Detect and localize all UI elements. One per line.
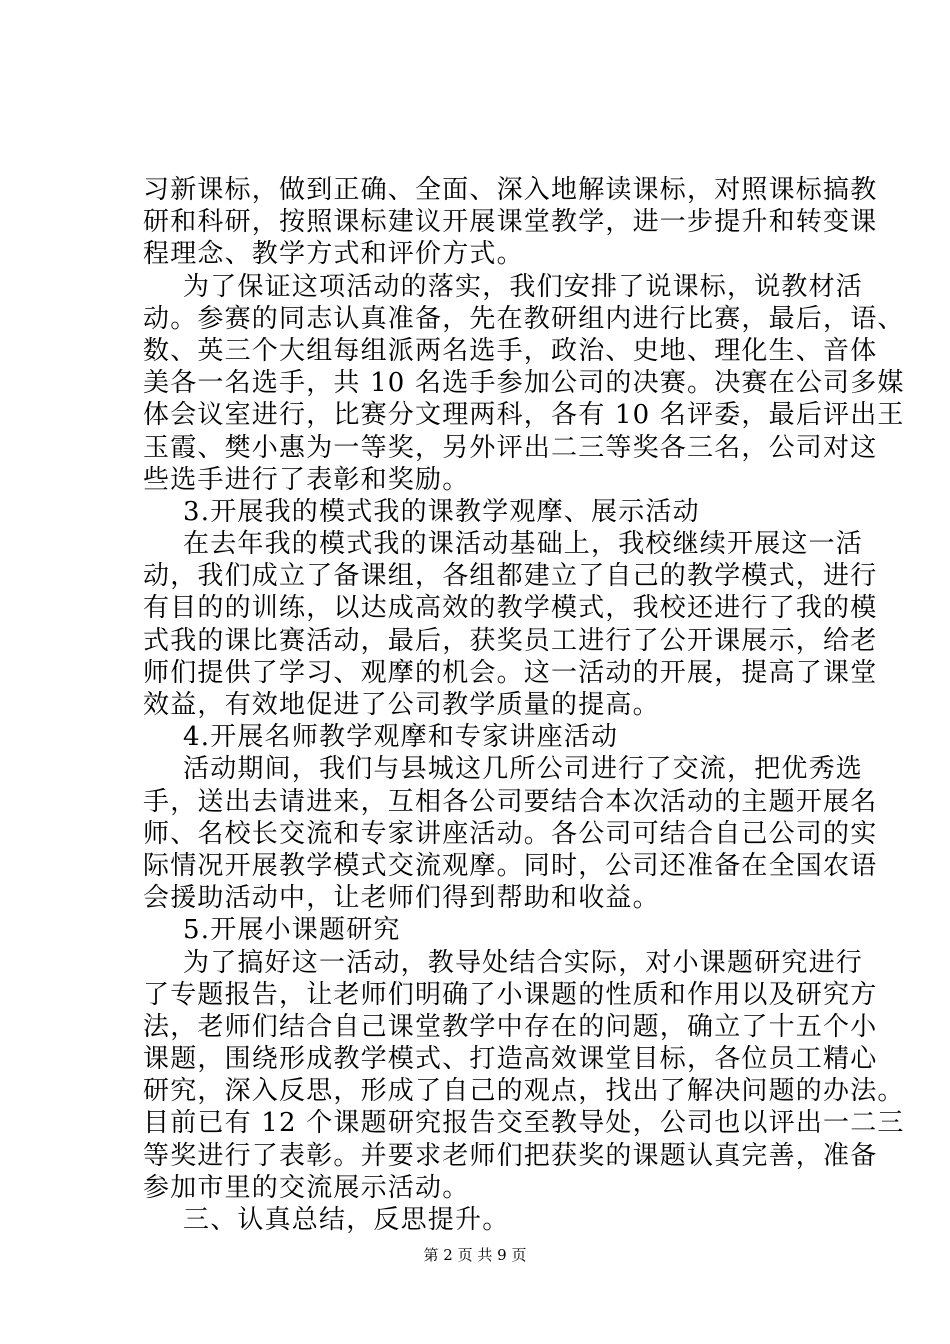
- text-line: 为了保证这项活动的落实，我们安排了说课标，说教材活: [183, 271, 864, 302]
- text-line: 玉霞、樊小惠为一等奖，另外评出二三等奖各三名，公司对这: [143, 432, 878, 463]
- text-line: 动，我们成立了备课组，各组都建立了自己的教学模式，进行: [143, 561, 878, 592]
- text-line: 在去年我的模式我的课活动基础上，我校继续开展这一活: [183, 529, 864, 560]
- text-line: 目前已有 12 个课题研究报告交至教导处，公司也以评出一二三: [143, 1108, 905, 1139]
- text-line: 三、认真总结，反思提升。: [183, 1205, 510, 1235]
- text-line: 体会议室进行，比赛分文理两科，各有 10 名评委，最后评出王: [143, 400, 905, 431]
- text-line: 效益，有效地促进了公司教学质量的提高。: [143, 690, 660, 720]
- document-body: [143, 174, 905, 1236]
- text-line: 为了搞好这一活动，教导处结合实际，对小课题研究进行: [183, 947, 864, 978]
- text-line: 些选手进行了表彰和奖励。: [143, 464, 470, 495]
- text-line: 活动期间，我们与县城这几所公司进行了交流，把优秀选: [183, 754, 864, 785]
- text-line: 研和科研，按照课标建议开展课堂教学，进一步提升和转变课: [143, 207, 878, 238]
- text-line: 式我的课比赛活动，最后，获奖员工进行了公开课展示，给老: [143, 625, 878, 656]
- text-line: 手，送出去请进来，互相各公司要结合本次活动的主题开展名: [143, 786, 878, 817]
- text-line: 了专题报告，让老师们明确了小课题的性质和作用以及研究方: [143, 979, 878, 1010]
- text-line: 程理念、教学方式和评价方式。: [143, 239, 524, 270]
- text-line: 师们提供了学习、观摩的机会。这一活动的开展，提高了课堂: [143, 657, 878, 688]
- page-footer: 第 2 页 共 9 页: [423, 1246, 527, 1264]
- text-line: 参加市里的交流展示活动。: [143, 1172, 470, 1203]
- text-line: 研究，深入反思，形成了自己的观点，找出了解决问题的办法。: [143, 1076, 905, 1107]
- text-line: 数、英三个大组每组派两名选手，政治、史地、理化生、音体: [143, 335, 878, 366]
- text-line: 4.开展名师教学观摩和专家讲座活动: [183, 722, 619, 753]
- text-line: 5.开展小课题研究: [183, 915, 401, 946]
- text-line: 3.开展我的模式我的课教学观摩、展示活动: [183, 496, 700, 527]
- text-line: 等奖进行了表彰。并要求老师们把获奖的课题认真完善，准备: [143, 1140, 878, 1171]
- text-line: 法，老师们结合自己课堂教学中存在的问题，确立了十五个小: [143, 1011, 878, 1042]
- text-line: 习新课标，做到正确、全面、深入地解读课标，对照课标搞教: [143, 175, 878, 205]
- text-line: 课题，围绕形成教学模式、打造高效课堂目标，各位员工精心: [143, 1044, 878, 1075]
- text-line: 美各一名选手，共 10 名选手参加公司的决赛。决赛在公司多媒: [143, 368, 905, 399]
- text-line: 师、名校长交流和专家讲座活动。各公司可结合自己公司的实: [143, 818, 878, 849]
- text-line: 际情况开展教学模式交流观摩。同时，公司还准备在全国农语: [143, 850, 878, 881]
- text-line: 会援助活动中，让老师们得到帮助和收益。: [143, 883, 660, 914]
- text-line: 动。参赛的同志认真准备，先在教研组内进行比赛，最后，语、: [143, 303, 905, 334]
- text-line: 有目的的训练，以达成高效的教学模式，我校还进行了我的模: [143, 593, 878, 624]
